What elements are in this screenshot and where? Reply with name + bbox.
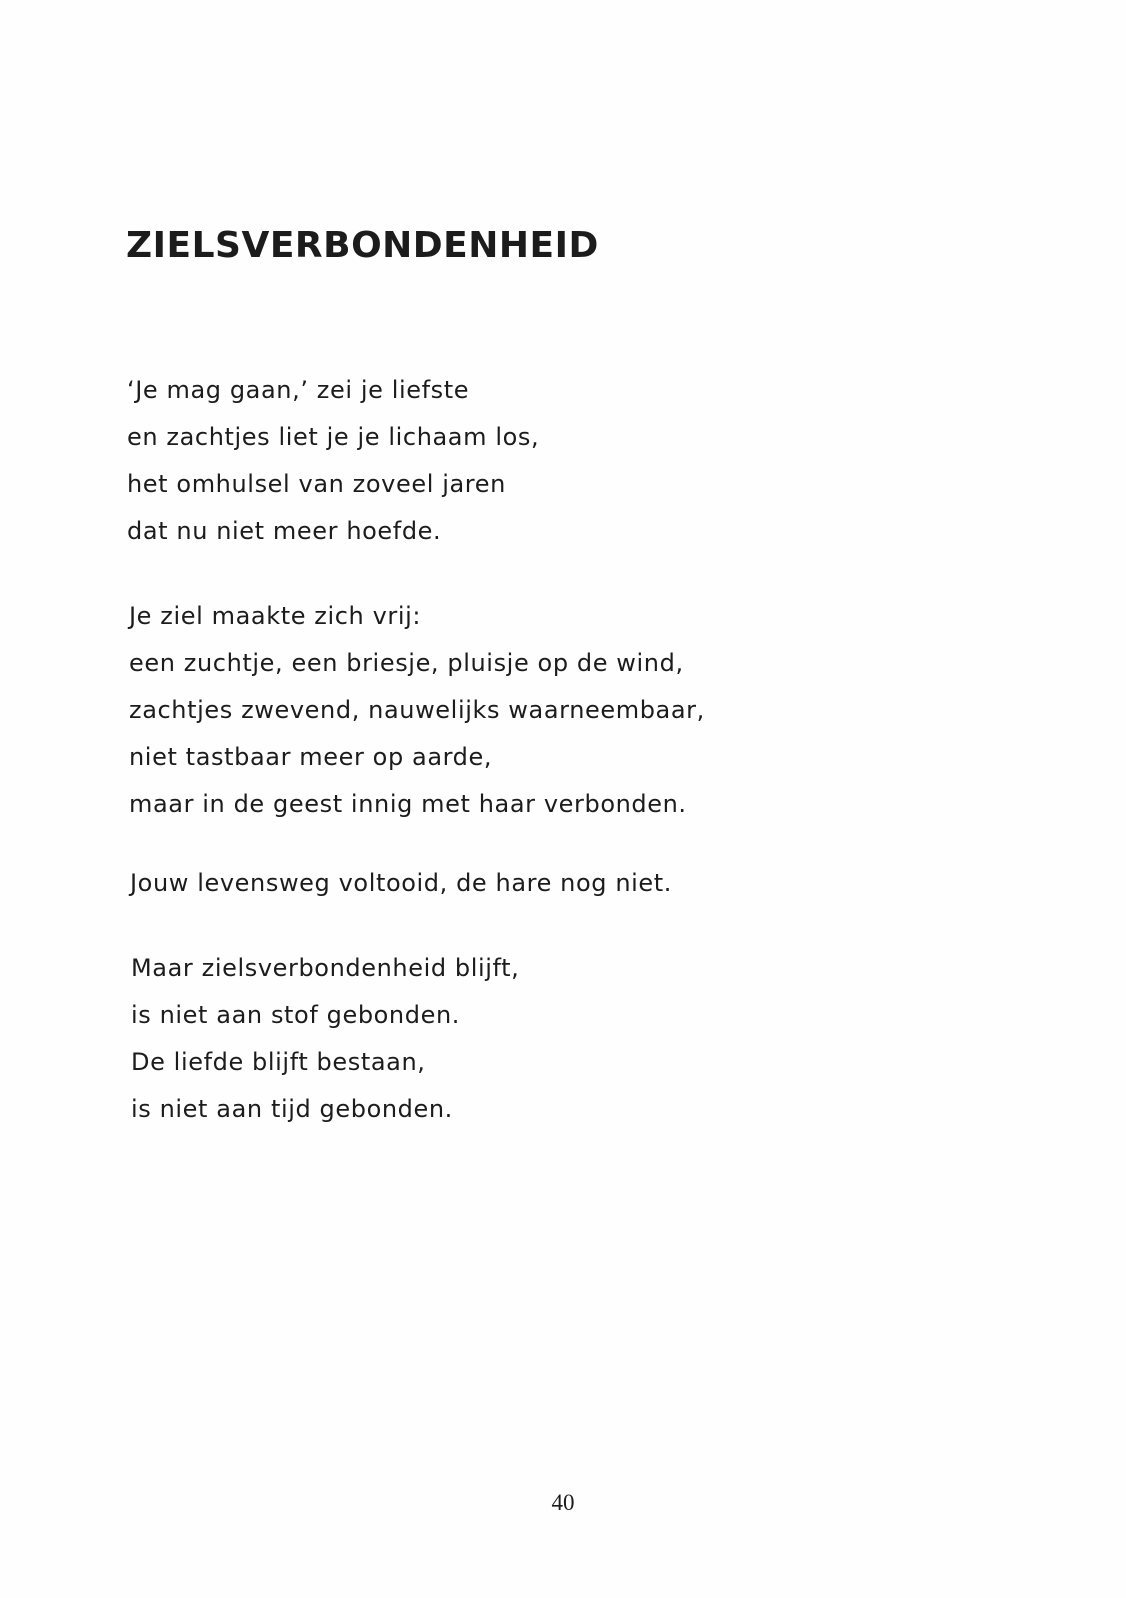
poem-line: het omhulsel van zoveel jaren xyxy=(127,470,506,498)
poem-line: dat nu niet meer hoefde. xyxy=(127,517,442,545)
poem-line: is niet aan stof gebonden. xyxy=(131,1001,460,1029)
stanza-1 xyxy=(127,367,539,555)
poem-line: Je ziel maakte zich vrij: xyxy=(129,602,422,630)
poem-line: Jouw levensweg voltooid, de hare nog niet. xyxy=(130,869,673,897)
stanza-4 xyxy=(131,945,519,1133)
poem-line: ‘Je mag gaan,’ zei je liefste xyxy=(127,376,470,404)
poem-line: een zuchtje, een briesje, pluisje op de wind, xyxy=(129,649,684,677)
poem-line: maar in de geest innig met haar verbonden. xyxy=(129,790,687,818)
poem-line: Maar zielsverbondenheid blijft, xyxy=(131,954,520,982)
poem-line: De liefde blijft bestaan, xyxy=(131,1048,426,1076)
poem-line: en zachtjes liet je je lichaam los, xyxy=(127,423,540,451)
stanza-3 xyxy=(130,860,672,907)
poem-line: is niet aan tijd gebonden. xyxy=(131,1095,453,1123)
stanza-2 xyxy=(129,593,705,828)
poem-line: zachtjes zwevend, nauwelijks waarneembaar, xyxy=(129,696,705,724)
poem-title: ZIELSVERBONDENHEID xyxy=(126,225,599,266)
poem-line: niet tastbaar meer op aarde, xyxy=(129,743,493,771)
page-number: 40 xyxy=(551,1490,575,1515)
